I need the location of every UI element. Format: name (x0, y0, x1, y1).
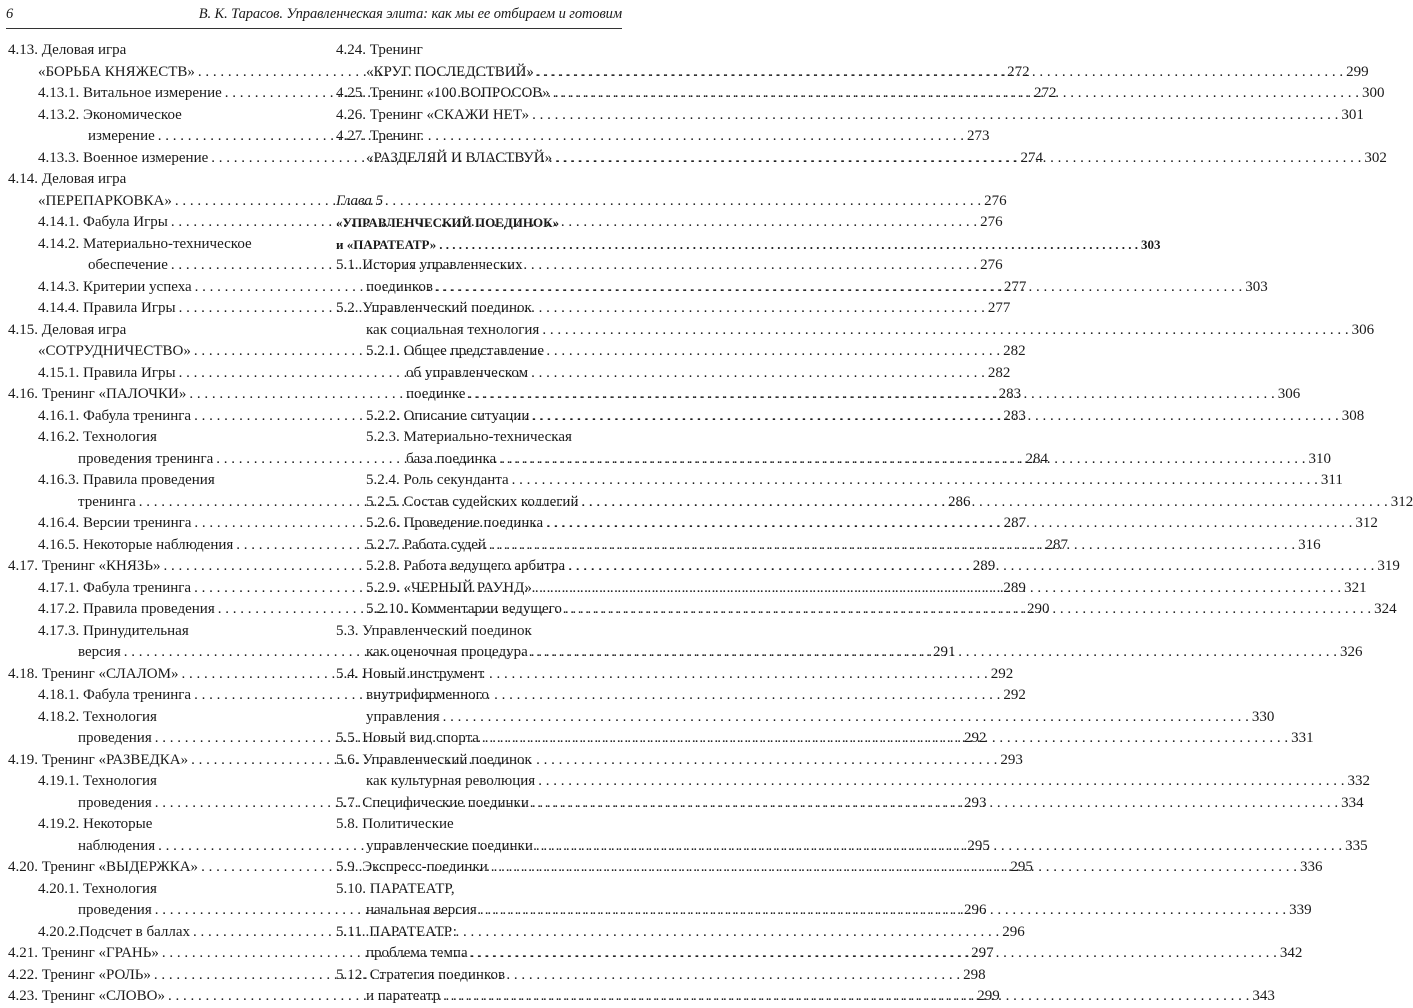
toc-page-number: 310 (1308, 450, 1331, 467)
toc-entry (8, 814, 292, 836)
toc-entry-title: 5.1. История управленческих (336, 257, 523, 273)
toc-entry-title: «КРУГ ПОСЛЕДСТВИЙ» (366, 63, 534, 80)
toc-entry-title: 5.2.4. Роль секунданта (366, 472, 509, 488)
toc-page-number: 334 (1341, 794, 1364, 811)
toc-page-number: 299 (1346, 63, 1369, 80)
toc-entry-title: проведения (78, 794, 152, 811)
toc-entry-title: 4.14.2. Материально-техническое (38, 235, 252, 252)
toc-entry-title: 4.24. Тренинг (336, 42, 423, 58)
toc-entry (336, 105, 1364, 127)
toc-entry-title: Глава 5 (336, 192, 384, 209)
dot-leader (499, 449, 1305, 471)
toc-entry-title: 4.16.2. Технология (38, 429, 157, 445)
toc-entry (8, 234, 292, 256)
toc-entry-title: 4.21. Тренинг «ГРАНЬ» (8, 945, 159, 961)
toc-page-number: 289 (972, 558, 996, 574)
toc-entry (8, 427, 292, 449)
toc-page-number: 311 (1320, 472, 1343, 488)
toc-entry-title: начальная версия (366, 902, 477, 918)
toc-entry (336, 363, 622, 385)
toc-entry-title: 4.18.2. Технология (38, 708, 157, 725)
toc-entry-title: наблюдения (78, 837, 156, 854)
running-title: В. К. Тарасов. Управленческая элита: как мы ее отбираем и готовим (198, 6, 622, 22)
section-gap (336, 169, 622, 191)
toc-entry-title: 5.7. Специфические поединки (336, 794, 529, 811)
toc-page-number: 293 (963, 794, 987, 811)
dot-leader (480, 900, 1286, 922)
dot-leader (535, 578, 1341, 600)
toc-entry-title: 4.17.2. Правила проведения (38, 601, 215, 617)
toc-entry-title: 4.17. Тренинг «КНЯЗЬ» (8, 558, 161, 574)
toc-page-number: 332 (1347, 773, 1370, 789)
toc-entry-title: 4.20.1. Технология (38, 880, 157, 897)
toc-entry (336, 965, 622, 987)
toc-entry-title: 4.13.3. Военное измерение (38, 149, 209, 166)
dot-leader (471, 943, 1277, 965)
dot-leader (542, 320, 1348, 342)
toc-entry-title: 5.5. Новый вид спорта (336, 730, 479, 746)
toc-entry-title: 4.18. Тренинг «СЛАЛОМ» (8, 665, 179, 682)
toc-page-number: 286 (948, 493, 971, 510)
toc-entry (8, 879, 292, 901)
toc-page-number: 306 (1277, 386, 1301, 402)
toc-page-number: 292 (1003, 687, 1026, 703)
toc-entry-title: 4.16.3. Правила проведения (38, 472, 215, 488)
toc-entry-title: версия (78, 644, 121, 660)
toc-entry-title: 4.15.1. Правила Игры (38, 364, 176, 381)
toc-page-number: 343 (1252, 988, 1275, 1004)
toc-entry (8, 320, 292, 342)
toc-entry (8, 621, 292, 643)
toc-entry-title: 5.2.1. Общее представление (366, 343, 544, 359)
toc-entry (336, 879, 622, 901)
toc-entry (336, 470, 1343, 492)
toc-page-number: 293 (1000, 751, 1023, 768)
toc-entry-title: 4.13.1. Витальное измерение (38, 85, 222, 101)
toc-entry-title: 4.19. Тренинг «РАЗВЕДКА» (8, 751, 189, 768)
toc-entry (336, 922, 622, 944)
toc-entry-title: 5.10. ПАРАТЕАТР, (336, 880, 455, 897)
toc-entry-title: 4.20. Тренинг «ВЫДЕРЖКА» (8, 859, 199, 875)
toc-page-number: 303 (1141, 236, 1161, 252)
toc-entry-title: «БОРЬБА КНЯЖЕСТВ» (38, 63, 195, 80)
toc-page-number: 296 (1002, 923, 1025, 940)
toc-entry-title: 4.17.3. Принудительная (38, 622, 189, 639)
toc-entry-title: «ПЕРЕПАРКОВКА» (38, 192, 172, 209)
dot-leader (482, 728, 1288, 750)
toc-entry-title: 4.26. Тренинг «СКАЖИ НЕТ» (336, 106, 530, 123)
toc-page-number: 291 (933, 644, 956, 660)
toc-page-number: 335 (1345, 837, 1368, 854)
toc-entry-title: как социальная технология (366, 321, 540, 338)
toc-entry (8, 470, 292, 492)
toc-page-number: 319 (1377, 558, 1400, 574)
dot-leader (439, 234, 1138, 256)
toc-page-number: 296 (963, 902, 987, 918)
toc-page-number: 287 (1003, 515, 1027, 531)
dot-leader (443, 707, 1249, 729)
toc-entry-title: поединков (366, 278, 433, 295)
toc-entry-title: «УПРАВЛЕНЧЕСКИЙ ПОЕДИНОК» (336, 215, 560, 230)
toc-entry (336, 771, 1370, 793)
toc-page-number: 299 (977, 988, 1000, 1004)
dot-leader (565, 599, 1371, 621)
toc-entry-title: 4.16. Тренинг «ПАЛОЧКИ» (8, 386, 187, 402)
toc-entry-title: и «ПАРАТЕАТР» (336, 236, 437, 252)
toc-page-number: 306 (1351, 321, 1375, 338)
toc-page-number: 342 (1279, 945, 1303, 961)
toc-entry-title: 4.14.4. Правила Игры (38, 300, 176, 316)
toc-entry-title: как культурная революция (366, 773, 536, 789)
toc-entry-title: 5.3. Управленческий поединок (336, 622, 532, 639)
toc-entry-title: 5.6. Управленческий поединок (336, 751, 532, 768)
dot-leader (436, 277, 1242, 299)
toc-entry-title: 4.14. Деловая игра (8, 171, 127, 187)
toc-entry-title: 5.2.6. Проведение поединка (366, 515, 544, 531)
toc-entry (336, 707, 1275, 729)
toc-entry-title: 5.2.5. Состав судейских коллегий (366, 493, 579, 510)
toc-entry-title: и паратеатр (366, 988, 441, 1004)
dot-leader (532, 406, 1338, 428)
toc-page-number: 312 (1390, 493, 1413, 510)
toc-page-number: 292 (963, 730, 987, 746)
toc-page-number: 336 (1300, 859, 1323, 875)
toc-entry-title: поединке (406, 386, 466, 402)
toc-entry-title: 4.13. Деловая игра (8, 42, 127, 58)
toc-entry-title: управленческие поединки (366, 837, 533, 854)
toc-entry-title: 4.14.1. Фабула Игры (38, 214, 168, 230)
toc-entry (336, 427, 622, 449)
toc-page-number: 284 (1025, 450, 1049, 467)
dot-leader (536, 836, 1342, 858)
toc-entry-title: 4.17.1. Фабула тренинга (38, 579, 192, 596)
toc-entry-title: 5.9. Экспресс-поединки (336, 859, 488, 875)
toc-entry-title: 4.16.5. Некоторые наблюдения (38, 536, 234, 553)
toc-entry (8, 707, 292, 729)
toc-page-number: 298 (963, 966, 986, 983)
toc-page-number: 290 (1026, 601, 1050, 617)
toc-entry-title: 4.27. Тренинг (336, 128, 423, 144)
toc-entry-title: проведения тренинга (78, 450, 214, 467)
dot-leader (537, 62, 1343, 84)
toc-entry-title: об управленческом (406, 364, 529, 381)
toc-page-number: 277 (987, 300, 1011, 316)
toc-entry (336, 621, 622, 643)
toc-page-number: 331 (1291, 730, 1314, 746)
dot-leader (553, 83, 1359, 105)
toc-entry (8, 105, 292, 127)
toc-entry (8, 40, 292, 62)
toc-entry-title: 4.25. Тренинг «100 ВОПРОСОВ» (336, 85, 550, 101)
toc-entry-title: 5.8. Политические (336, 816, 454, 832)
toc-page-number: 326 (1340, 644, 1363, 660)
toc-entry (336, 298, 622, 320)
toc-page-number: 324 (1374, 601, 1397, 617)
toc-entry-title: 4.13.2. Экономическое (38, 106, 182, 123)
toc-page-number: 276 (984, 192, 1007, 209)
toc-entry-title: 5.2. Управленческий поединок (336, 300, 532, 316)
toc-page-number: 316 (1298, 536, 1321, 553)
toc-page-number: 274 (1020, 149, 1044, 166)
dot-leader (538, 771, 1344, 793)
dot-leader (581, 492, 1387, 514)
dot-leader (443, 986, 1249, 1008)
dot-leader (532, 105, 1338, 127)
toc-entry (336, 255, 622, 277)
toc-page-number: 321 (1344, 579, 1367, 596)
toc-page-number: 330 (1251, 708, 1275, 725)
toc-entry (8, 771, 292, 793)
chapter-heading (336, 191, 622, 213)
toc-page-number: 282 (987, 364, 1011, 381)
toc-page-number: 289 (1003, 579, 1026, 596)
toc-entry-title: 5.2.2. Описание ситуации (366, 407, 530, 424)
dot-leader (489, 535, 1295, 557)
toc-entry (336, 40, 622, 62)
toc-entry-title: 4.20.2.Подсчет в баллах (38, 923, 191, 940)
dot-leader (546, 513, 1352, 535)
toc-entry-title: 4.16.1. Фабула тренинга (38, 407, 192, 424)
toc-entry-title: 5.2.3. Материально-техническая (366, 429, 572, 445)
dot-leader (491, 857, 1297, 879)
toc-entry-title: 4.15. Деловая игра (8, 321, 127, 338)
toc-page-number: 339 (1289, 902, 1312, 918)
toc-entry-title: тренинга (78, 493, 136, 510)
toc-entry-title: 5.2.10. Комментарии ведущего (366, 601, 562, 617)
toc-entry-title: управления (366, 708, 440, 725)
toc-entry (336, 234, 1161, 256)
dot-leader (568, 556, 1374, 578)
page-number: 6 (6, 6, 14, 22)
toc-entry-title: 4.16.4. Версии тренинга (38, 515, 192, 531)
toc-page-number: 276 (980, 214, 1003, 230)
toc-page-number: 308 (1341, 407, 1365, 424)
toc-entry-title: 4.18.1. Фабула тренинга (38, 687, 192, 703)
toc-page-number: 295 (967, 837, 990, 854)
dot-leader (555, 148, 1361, 170)
toc-page-number: 302 (1364, 149, 1387, 166)
toc-entry (336, 126, 622, 148)
toc-entry-title: внутрифирменного (366, 687, 489, 703)
toc-page-number: 277 (1003, 278, 1027, 295)
dot-leader (512, 470, 1318, 492)
toc-entry (336, 750, 622, 772)
toc-entry-title: «СОТРУДНИЧЕСТВО» (38, 343, 191, 359)
toc-entry (336, 814, 622, 836)
toc-entry-title: 4.19.1. Технология (38, 773, 157, 789)
toc-page-number: 295 (1010, 859, 1033, 875)
toc-entry-title: измерение (88, 128, 155, 144)
toc-page-number: 283 (998, 386, 1022, 402)
dot-leader (532, 793, 1338, 815)
dot-leader (531, 642, 1337, 664)
toc-page-number: 297 (971, 945, 994, 961)
toc-page-number: 273 (967, 128, 990, 144)
toc-page-number: 282 (1003, 343, 1026, 359)
toc-entry (336, 212, 622, 234)
toc-entry-title: 4.22. Тренинг «РОЛЬ» (8, 966, 151, 983)
toc-entry-title: 4.19.2. Некоторые (38, 816, 153, 832)
toc-page-number: 272 (1007, 63, 1030, 80)
toc-page-number: 276 (980, 257, 1003, 273)
toc-entry-title: 5.4. Новый инструмент (336, 665, 485, 682)
toc-entry-title: проблема темпа (366, 945, 468, 961)
toc-entry (8, 169, 292, 191)
toc-entry (336, 341, 622, 363)
toc-entry-title: 5.12. Стратегия поединков (336, 966, 506, 983)
toc-entry-title: «РАЗДЕЛЯЙ И ВЛАСТВУЙ» (366, 149, 553, 166)
toc-page-number: 287 (1045, 536, 1069, 553)
toc-entry-title: 5.2.8. Работа ведущего арбитра (366, 558, 566, 574)
toc-entry (336, 664, 622, 686)
toc-page-number: 300 (1362, 85, 1385, 101)
toc-entry-title: как оценочная процедура (366, 644, 528, 660)
toc-entry-title: проведения (78, 730, 152, 746)
running-header (6, 2, 622, 29)
toc-entry-title: 5.11. ПАРАТЕАТР: (336, 923, 457, 940)
dot-leader (468, 384, 1274, 406)
toc-entry-title: 5.2.9. «ЧЕРНЫЙ РАУНД» (366, 579, 532, 596)
toc-page-number: 312 (1355, 515, 1378, 531)
toc-entry-title: 4.14.3. Критерии успеха (38, 278, 192, 295)
toc-entry-title: проведения (78, 902, 152, 918)
toc-entry-title: база поединка (406, 450, 497, 467)
toc-page-number: 283 (1003, 407, 1026, 424)
toc-entry-title: 4.23. Тренинг «СЛОВО» (8, 988, 165, 1004)
toc-page-number: 292 (990, 665, 1014, 682)
toc-entry-title: обеспечение (88, 257, 168, 273)
toc-entry (336, 685, 622, 707)
toc-page-number: 301 (1341, 106, 1364, 123)
toc-entry-title: 5.2.7. Работа судей (366, 536, 486, 553)
toc-entry (336, 320, 1375, 342)
toc-page-number: 272 (1034, 85, 1057, 101)
toc-page-number: 303 (1245, 278, 1268, 295)
